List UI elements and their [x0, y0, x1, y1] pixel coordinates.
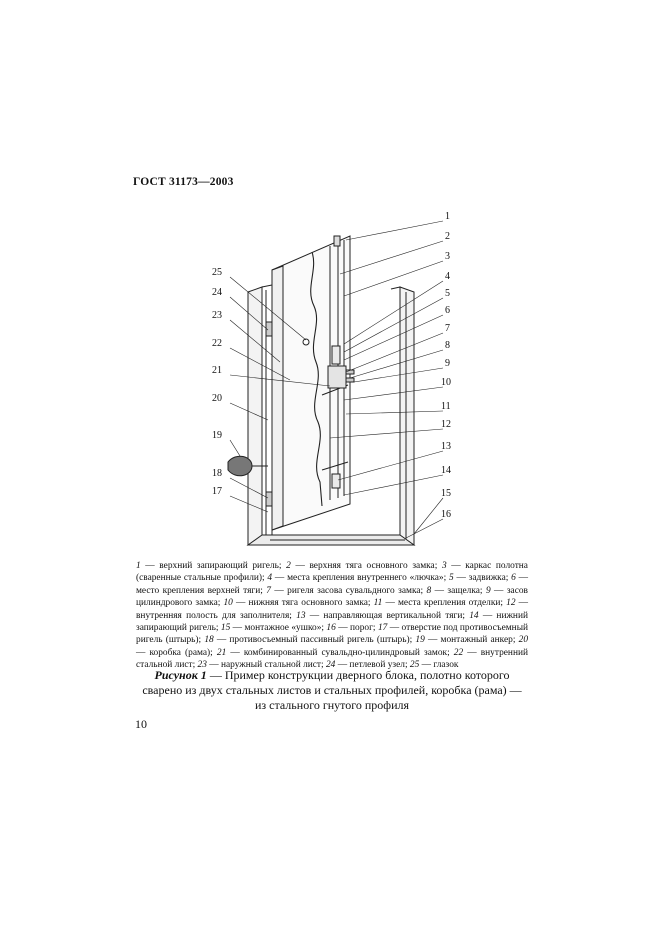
callout-6: 6: [445, 305, 450, 316]
legend-item: 23 — наружный стальной лист;: [197, 660, 326, 671]
legend-item: 24 — петлевой узел;: [325, 660, 410, 671]
callout-9: 9: [445, 358, 450, 369]
figure-caption-lead: Рисунок 1: [154, 668, 207, 682]
callout-10: 10: [441, 377, 451, 388]
callout-18: 18: [212, 468, 222, 479]
legend-item: 19 — монтажный анкер;: [415, 635, 519, 646]
callout-22: 22: [212, 338, 222, 349]
figure-legend: [136, 560, 528, 672]
legend-item: 11 — места крепления отделки;: [373, 598, 507, 609]
legend-item: 1 — верхний запирающий ригель;: [136, 561, 287, 571]
legend-item: 7 — ригеля засова сувальдного замка;: [266, 585, 427, 596]
callout-4: 4: [445, 271, 450, 282]
legend-item: 17 — отверстие под противосъемный ригель (штырь);: [136, 623, 529, 646]
legend-item: 25 — глазок: [409, 660, 459, 671]
legend-item: 9 — засов цилиндрового замка;: [136, 585, 528, 609]
legend-item: 20 — коробка (рама);: [136, 635, 528, 658]
legend-item: 8 — защелка;: [426, 585, 486, 596]
document-header: ГОСТ 31173—2003: [133, 176, 234, 188]
legend-item: 3 — каркас полотна (сваренные стальные профили);: [136, 561, 528, 584]
lock-block: [328, 366, 346, 388]
legend-item: 18 — противосъемный пассивный ригель (штырь);: [204, 635, 416, 646]
callout-14: 14: [441, 465, 451, 476]
callout-24: 24: [212, 287, 222, 298]
callout-13: 13: [441, 441, 451, 452]
callout-5: 5: [445, 288, 450, 299]
callout-16: 16: [441, 509, 451, 520]
callout-8: 8: [445, 340, 450, 351]
callout-15: 15: [441, 488, 451, 499]
callout-2: 2: [445, 231, 450, 242]
callout-1: 1: [445, 211, 450, 222]
legend-item: 21 — комбинированный сувальдно-цилиндровый замок;: [216, 647, 454, 658]
legend-item: 16 — порог;: [326, 623, 378, 634]
legend-item: 5 — задвижка;: [448, 573, 512, 584]
callout-3: 3: [445, 251, 450, 262]
callout-12: 12: [441, 419, 451, 430]
legend-item: 2 — верхняя тяга основного замка;: [286, 561, 442, 571]
legend-item: 4 — места крепления внутреннего «лючка»;: [267, 573, 449, 584]
figure-caption-text: — Пример конструкции дверного блока, полотно которого сварено из двух стальных листов и стальных профилей, коробка (рама) — из стального гнутого профиля: [142, 668, 522, 712]
legend-item: 22 — внутренний стальной лист;: [136, 647, 528, 671]
callout-17: 17: [212, 486, 222, 497]
hinge-bottom: [266, 492, 272, 506]
callout-21: 21: [212, 365, 222, 376]
callout-11: 11: [441, 401, 451, 412]
anchor: [228, 456, 252, 476]
callout-7: 7: [445, 323, 450, 334]
legend-item: 14 — нижний запирающий ригель;: [136, 610, 528, 634]
legend-item: 15 — монтажное «ушко»;: [220, 623, 327, 634]
callout-20: 20: [212, 393, 222, 404]
legend-item: 12 — внутренняя полость для заполнителя;: [136, 598, 529, 621]
page-number: 10: [135, 717, 147, 731]
legend-item: 10 — нижняя тяга основного замка;: [223, 598, 374, 609]
figure-caption: [138, 668, 526, 713]
legend-item: 13 — направляющая вертикальной тяги;: [296, 610, 470, 621]
callout-19: 19: [212, 430, 222, 441]
legend-item: 6 — место крепления верхней тяги;: [136, 573, 529, 596]
callout-25: 25: [212, 267, 222, 278]
frame-right-outer: [400, 287, 414, 545]
callout-23: 23: [212, 310, 222, 321]
